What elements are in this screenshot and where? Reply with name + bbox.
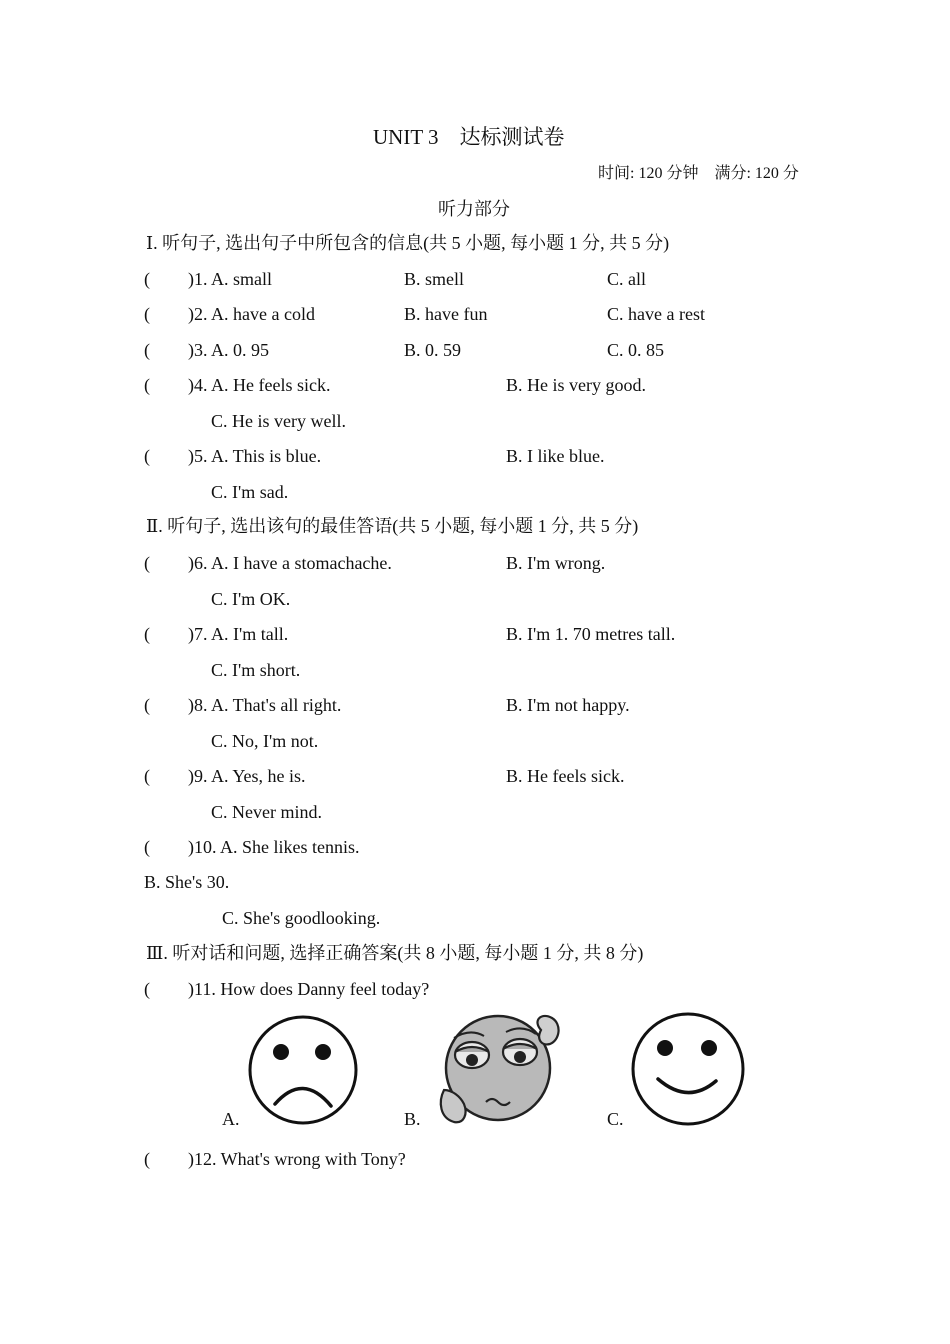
- answer-paren[interactable]: (: [144, 553, 150, 573]
- question-stem: )2. A. have a cold: [188, 304, 315, 324]
- answer-paren[interactable]: (: [144, 624, 150, 644]
- option-c: C. I'm short.: [211, 660, 301, 680]
- answer-paren[interactable]: (: [144, 766, 150, 786]
- option-b: B. smell: [404, 269, 465, 289]
- sad-face-icon: [247, 1014, 359, 1126]
- exam-meta: 时间: 120 分钟 满分: 120 分: [598, 165, 799, 182]
- option-b: B. I'm not happy.: [506, 695, 630, 715]
- question-stem: )3. A. 0. 95: [188, 340, 269, 360]
- happy-face-icon: [630, 1011, 746, 1127]
- option-b: B. 0. 59: [404, 340, 462, 360]
- question-stem: )6. A. I have a stomachache.: [188, 553, 392, 573]
- question-stem: )4. A. He feels sick.: [188, 375, 331, 395]
- option-b-label: B.: [404, 1109, 421, 1129]
- question-stem: )1. A. small: [188, 269, 272, 289]
- option-b: B. He feels sick.: [506, 766, 625, 786]
- answer-paren[interactable]: (: [144, 340, 150, 360]
- question-stem: )9. A. Yes, he is.: [188, 766, 306, 786]
- option-b: B. She's 30.: [144, 872, 230, 892]
- page-title: UNIT 3 达标测试卷: [373, 125, 565, 149]
- option-c: C. No, I'm not.: [211, 731, 319, 751]
- option-c-label: C.: [607, 1109, 624, 1129]
- answer-paren[interactable]: (: [144, 979, 150, 999]
- answer-paren[interactable]: (: [144, 304, 150, 324]
- section-heading-3: Ⅲ. 听对话和问题, 选择正确答案(共 8 小题, 每小题 1 分, 共 8 分): [146, 943, 644, 963]
- section-heading-2: Ⅱ. 听句子, 选出该句的最佳答语(共 5 小题, 每小题 1 分, 共 5 分): [146, 516, 639, 536]
- option-c: C. She's goodlooking.: [222, 908, 381, 928]
- sick-face-icon: [436, 1010, 566, 1128]
- answer-paren[interactable]: (: [144, 375, 150, 395]
- question-stem: )5. A. This is blue.: [188, 446, 322, 466]
- option-c: C. Never mind.: [211, 802, 322, 822]
- question-stem: )10. A. She likes tennis.: [188, 837, 360, 857]
- question-stem: )12. What's wrong with Tony?: [188, 1149, 406, 1169]
- question-stem: )8. A. That's all right.: [188, 695, 342, 715]
- question-stem: )11. How does Danny feel today?: [188, 979, 430, 999]
- option-c: C. I'm OK.: [211, 589, 291, 609]
- option-c: C. all: [607, 269, 646, 289]
- option-b: B. have fun: [404, 304, 488, 324]
- option-c: C. He is very well.: [211, 411, 346, 431]
- answer-paren[interactable]: (: [144, 269, 150, 289]
- part-heading: 听力部分: [438, 199, 510, 219]
- option-b: B. I like blue.: [506, 446, 605, 466]
- option-b: B. He is very good.: [506, 375, 646, 395]
- answer-paren[interactable]: (: [144, 695, 150, 715]
- option-b: B. I'm 1. 70 metres tall.: [506, 624, 676, 644]
- option-c: C. have a rest: [607, 304, 705, 324]
- section-heading-1: Ⅰ. 听句子, 选出句子中所包含的信息(共 5 小题, 每小题 1 分, 共 5 分): [146, 233, 670, 253]
- answer-paren[interactable]: (: [144, 1149, 150, 1169]
- answer-paren[interactable]: (: [144, 446, 150, 466]
- question-stem: )7. A. I'm tall.: [188, 624, 289, 644]
- option-c: C. I'm sad.: [211, 482, 289, 502]
- option-b: B. I'm wrong.: [506, 553, 606, 573]
- answer-paren[interactable]: (: [144, 837, 150, 857]
- option-a-label: A.: [222, 1109, 240, 1129]
- option-c: C. 0. 85: [607, 340, 665, 360]
